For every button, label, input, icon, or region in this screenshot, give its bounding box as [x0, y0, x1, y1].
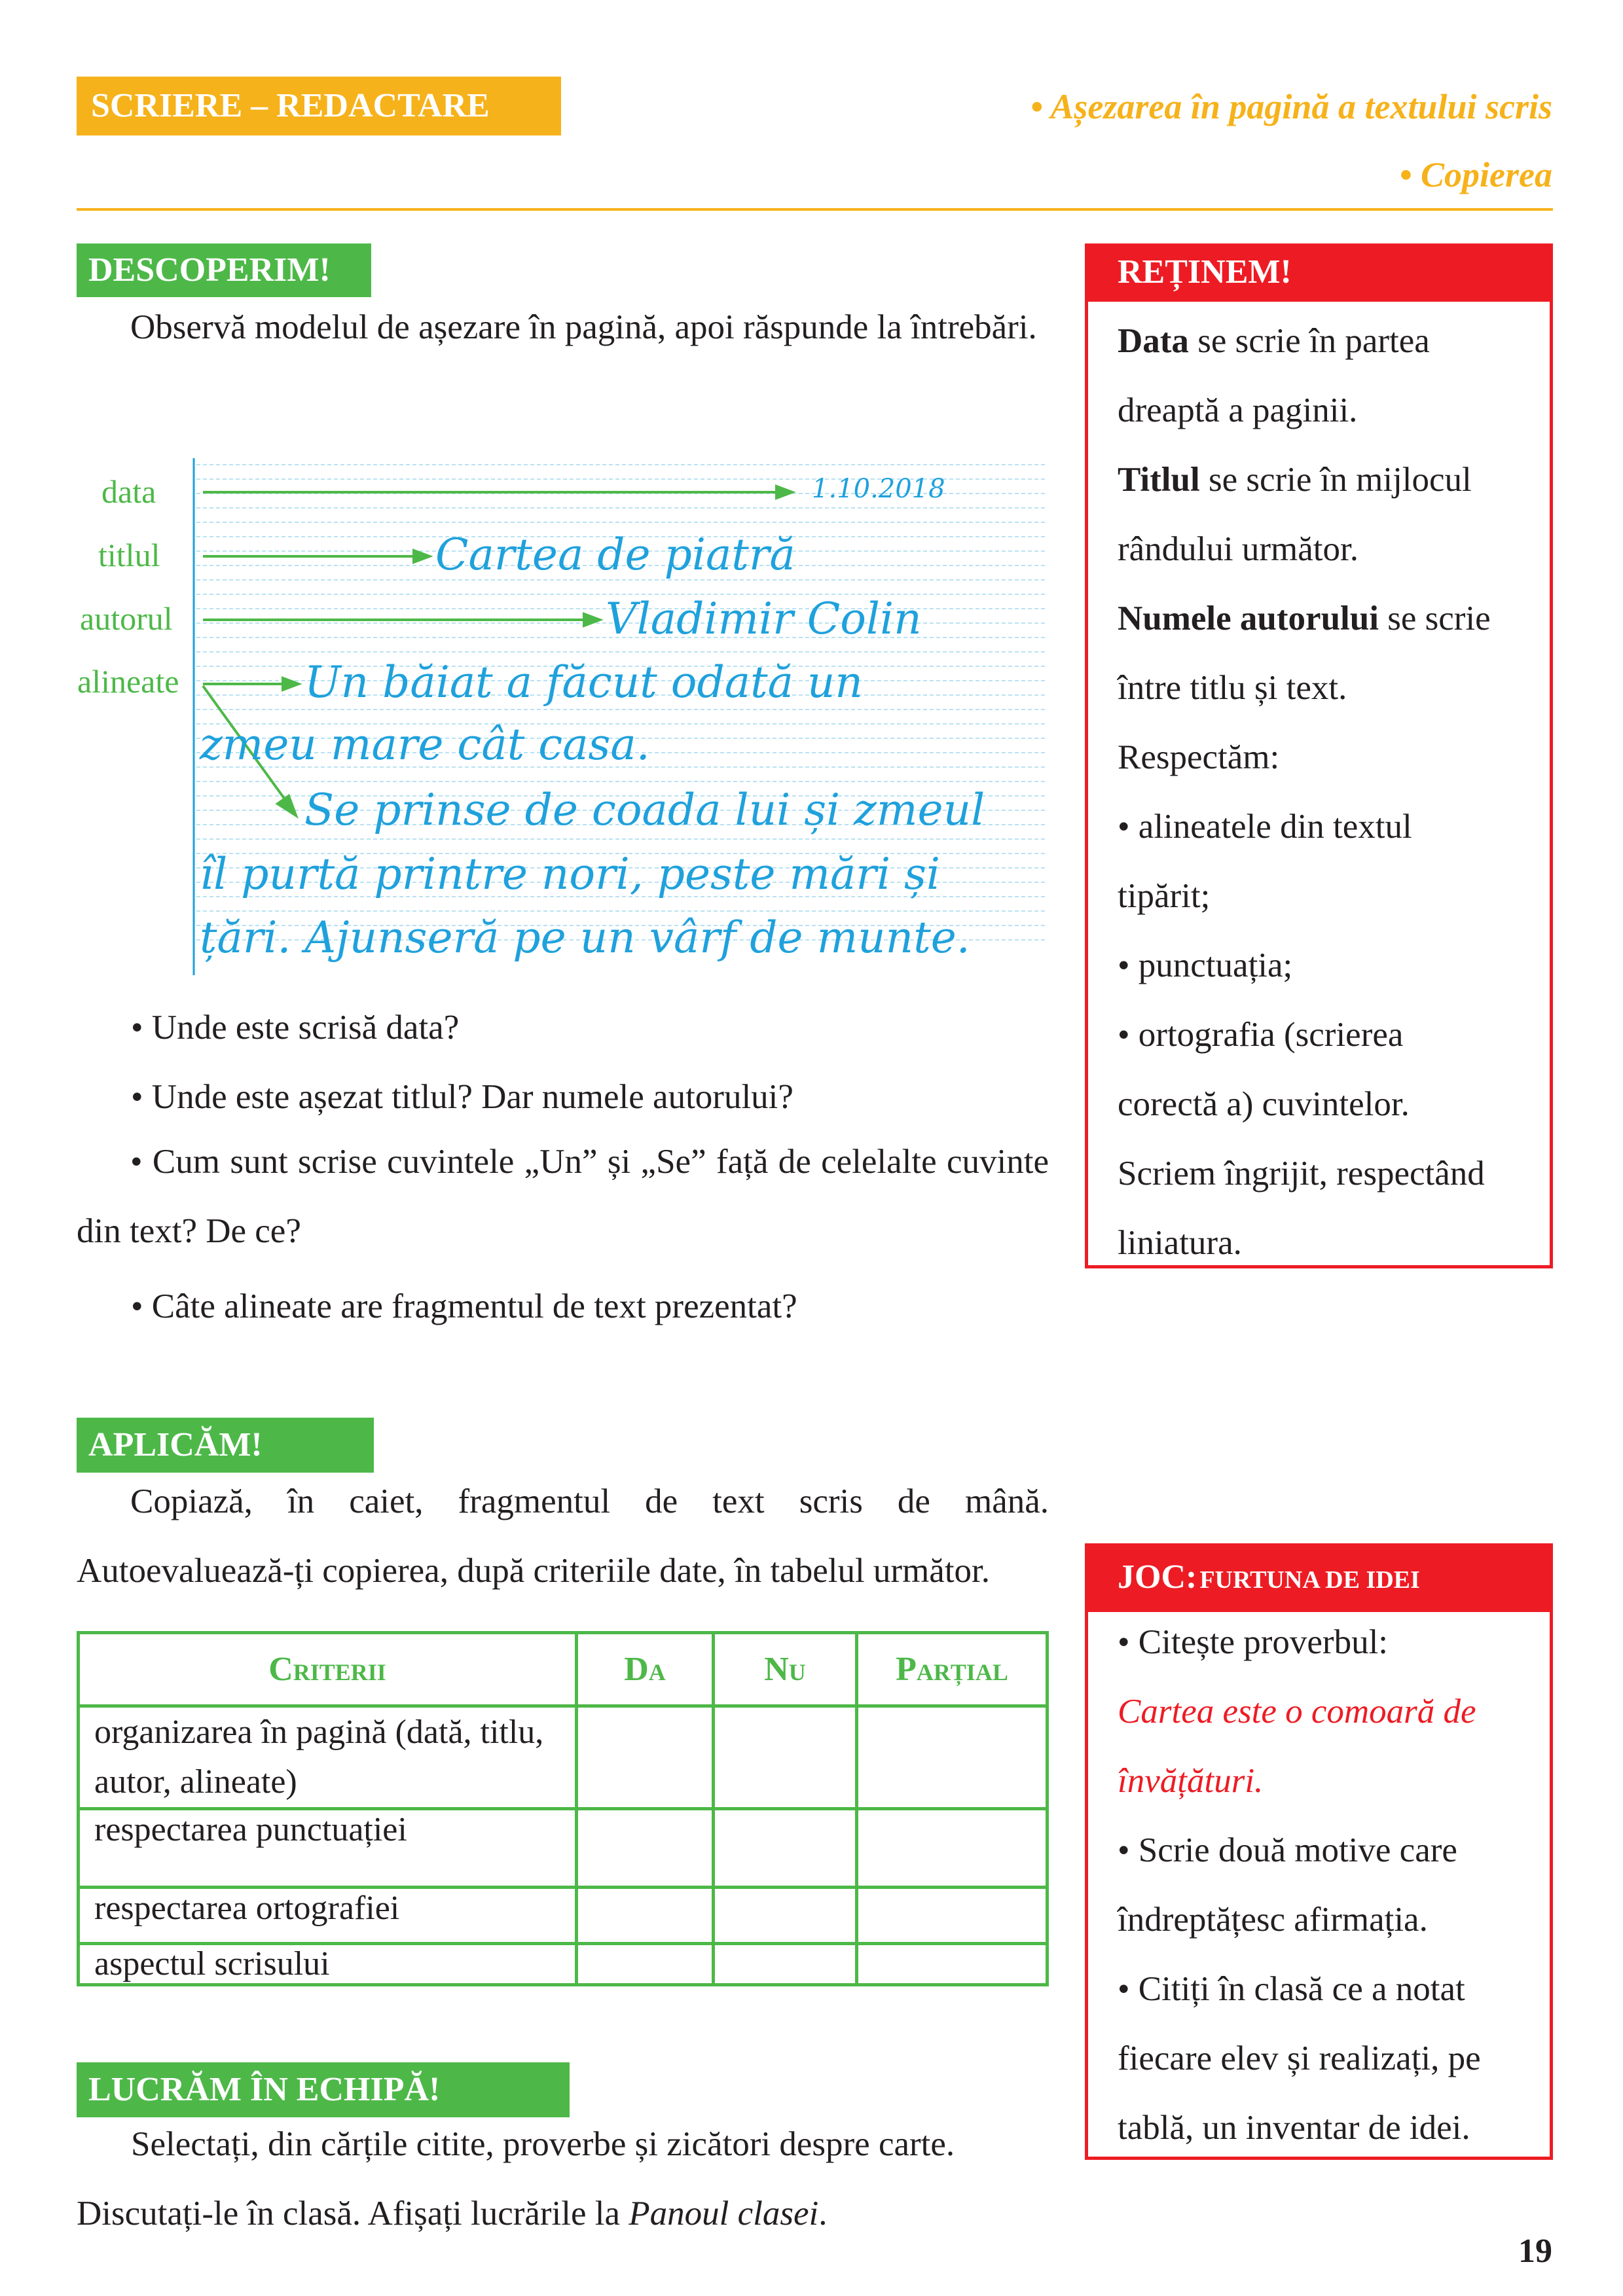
criteria-table	[77, 1631, 1049, 1986]
retinem-box	[1085, 298, 1553, 1268]
table-row	[79, 1944, 1048, 1985]
check-cell[interactable]	[857, 1706, 1048, 1809]
header-da: Da	[577, 1633, 714, 1706]
label-alineate: alineate	[77, 663, 179, 700]
proverb-line-2: învățături.	[1118, 1762, 1264, 1800]
header-rule	[77, 208, 1553, 211]
aplicam-tag: APLICĂM!	[77, 1418, 374, 1473]
table-row	[79, 1809, 1048, 1888]
echipa-text-1: Selectați, din cărțile citite, proverbe și zicători despre carte.	[131, 2125, 955, 2163]
descoperim-intro: Observă modelul de așezare în pagină, apoi răspunde la întrebări.	[130, 308, 1037, 346]
retinem-line-14: liniatura.	[1118, 1224, 1242, 1262]
joc-tag-title: JOC:	[1118, 1558, 1197, 1596]
joc-line-4: • Citiți în clasă ce a notat	[1118, 1970, 1465, 2008]
question-3: • Cum sunt scrise cuvintele „Un” și „Se” față de celelalte cuvinte din text? De ce?	[77, 1143, 1049, 1250]
check-cell[interactable]	[714, 1706, 857, 1809]
retinem-line-7: Respectăm:	[1118, 738, 1280, 776]
echipa-tag: LUCRĂM ÎN ECHIPĂ!	[77, 2062, 570, 2117]
label-autorul: autorul	[80, 600, 173, 637]
joc-line-2: • Scrie două motive care	[1118, 1831, 1457, 1869]
check-cell[interactable]	[577, 1706, 714, 1809]
joc-line-5: fiecare elev și realizați, pe	[1118, 2039, 1481, 2077]
joc-tag-subtitle: FURTUNA DE IDEI	[1199, 1566, 1420, 1594]
check-cell[interactable]	[857, 1809, 1048, 1888]
model-title: Cartea de piatră	[435, 529, 795, 580]
table-row	[79, 1888, 1048, 1944]
model-line-1: Un băiat a făcut odată un	[304, 657, 863, 708]
check-cell[interactable]	[577, 1809, 714, 1888]
retinem-line-12: corectă a) cuvintelor.	[1118, 1085, 1410, 1123]
retinem-line-3: Titlul se scrie în mijlocul	[1118, 461, 1472, 499]
check-cell[interactable]	[577, 1944, 714, 1985]
check-cell[interactable]	[577, 1888, 714, 1944]
header-criterii: Criterii	[79, 1633, 577, 1706]
check-cell[interactable]	[714, 1944, 857, 1985]
retinem-line-9: tipărit;	[1118, 877, 1211, 915]
topic-2: • Copierea	[1399, 155, 1552, 194]
model-line-4: îl purtă printre nori, peste mări și	[200, 849, 941, 899]
model-line-5: țări. Ajunseră pe un vârf de munte.	[200, 912, 970, 963]
retinem-line-4: rândului următor.	[1118, 530, 1359, 568]
question-4: • Câte alineate are fragmentul de text prezentat?	[131, 1287, 797, 1325]
handwriting-model	[65, 452, 1061, 982]
retinem-line-10: • punctuația;	[1118, 946, 1293, 984]
topic-1: • Așezarea în pagină a textului scris	[1030, 87, 1552, 126]
echipa-text-2: Discutați-le în clasă. Afișați lucrările la Panoul clasei.	[77, 2195, 828, 2233]
joc-line-3: îndreptățesc afirmația.	[1118, 1901, 1428, 1939]
retinem-line-13: Scriem îngrijit, respectând	[1118, 1155, 1485, 1193]
retinem-line-2: dreaptă a paginii.	[1118, 391, 1358, 429]
section-tag: SCRIERE – REDACTARE	[77, 77, 561, 135]
aplicam-text: Copiază, în caiet, fragmentul de text scris de mână. Autoevaluează-ți copierea, după criteriile date, în tabelul următor.	[77, 1482, 1049, 1590]
check-cell[interactable]	[714, 1888, 857, 1944]
check-cell[interactable]	[857, 1888, 1048, 1944]
retinem-line-11: • ortografia (scrierea	[1118, 1016, 1404, 1054]
question-2: • Unde este așezat titlul? Dar numele autorului?	[131, 1078, 793, 1116]
joc-box	[1085, 1609, 1553, 2160]
model-line-3: Se prinse de coada lui și zmeul	[304, 785, 985, 835]
criteria-cell: aspectul scrisului	[79, 1944, 577, 1985]
descoperim-tag: DESCOPERIM!	[77, 243, 371, 297]
retinem-tag: REȚINEM!	[1085, 243, 1553, 301]
proverb-line-1: Cartea este o comoară de	[1118, 1693, 1476, 1731]
retinem-line-6: între titlu și text.	[1118, 669, 1347, 707]
retinem-line-8: • alineatele din textul	[1118, 808, 1412, 846]
criteria-cell: respectarea ortografiei	[79, 1888, 577, 1944]
table-row	[79, 1706, 1048, 1809]
header-partial: Parțial	[857, 1633, 1048, 1706]
joc-tag	[1085, 1543, 1553, 1611]
page-number: 19	[1518, 2233, 1552, 2270]
joc-line-1: • Citește proverbul:	[1118, 1623, 1389, 1661]
criteria-cell: organizarea în pagină (dată, titlu, autor, alineate)	[79, 1706, 577, 1809]
header-nu: Nu	[714, 1633, 857, 1706]
label-titlul: titlul	[98, 537, 160, 573]
retinem-line-5: Numele autorului se scrie	[1118, 600, 1491, 637]
joc-line-6: tablă, un inventar de idei.	[1118, 2109, 1470, 2147]
check-cell[interactable]	[714, 1809, 857, 1888]
model-line-2: zmeu mare cât casa.	[200, 719, 650, 770]
question-1: • Unde este scrisă data?	[131, 1009, 460, 1047]
check-cell[interactable]	[857, 1944, 1048, 1985]
retinem-line-1: Data se scrie în partea	[1118, 322, 1430, 360]
label-data: data	[101, 473, 156, 510]
criteria-cell: respectarea punctuației	[79, 1809, 577, 1888]
model-author: Vladimir Colin	[606, 594, 922, 644]
model-date: 1.10.2018	[812, 474, 945, 504]
